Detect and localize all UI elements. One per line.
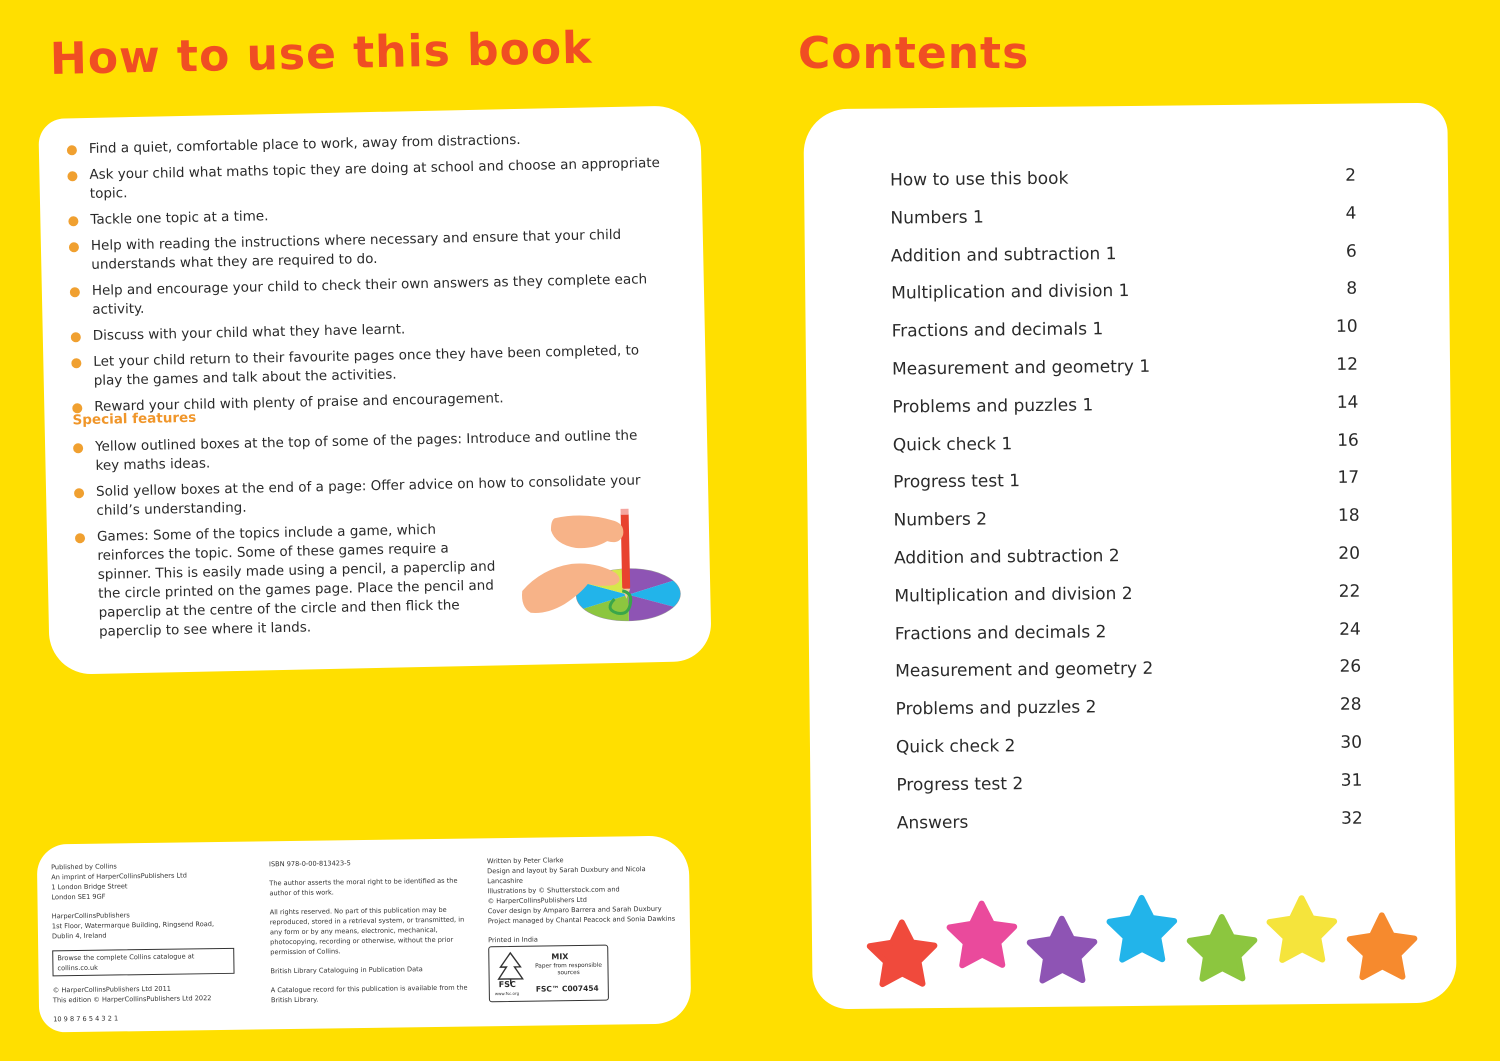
entry-page: 26 xyxy=(1339,656,1362,678)
tip-item: Help and encourage your child to check their own answers as they complete each activity. xyxy=(70,270,671,321)
contents-entry[interactable] xyxy=(892,355,1358,398)
tip-item: Reward your child with plenty of praise and encouragement. xyxy=(72,386,672,418)
tip-item: Find a quiet, comfortable place to work, away from distractions. xyxy=(67,128,667,160)
entry-page: 16 xyxy=(1337,430,1359,451)
contents-entry[interactable] xyxy=(891,241,1357,284)
entry-page: 8 xyxy=(1346,278,1358,300)
bullet-dot-icon xyxy=(68,216,78,226)
entry-page: 22 xyxy=(1338,581,1361,602)
entry-label: Addition and subtraction 2 xyxy=(893,546,1120,569)
contents-entry[interactable] xyxy=(892,317,1358,360)
star-icon xyxy=(1029,918,1094,980)
entry-label: Multiplication and division 1 xyxy=(891,281,1130,304)
star-icon xyxy=(870,922,935,984)
tip-item: Discuss with your child what they have learnt. xyxy=(71,315,671,347)
feature-item: Solid yellow boxes at the end of a page: Offer advice on how to consolidate your child’s understanding. xyxy=(74,471,665,521)
bullet-dot-icon xyxy=(67,145,77,155)
contents-panel xyxy=(803,103,1456,1010)
tip-item: Help with reading the instructions where necessary and ensure that your child understands what they are required to do. xyxy=(69,225,670,276)
feature-item: Yellow outlined boxes at the top of some of the pages: Introduce and outline the key maths ideas. xyxy=(73,426,664,476)
entry-label: Numbers 2 xyxy=(893,509,988,531)
contents-entry[interactable] xyxy=(891,279,1357,322)
bullet-dot-icon xyxy=(67,171,77,181)
entry-page: 28 xyxy=(1339,694,1362,715)
star-row xyxy=(862,887,1423,993)
contents-entry[interactable] xyxy=(892,392,1358,435)
entry-page: 4 xyxy=(1345,203,1357,224)
entry-page: 17 xyxy=(1337,467,1360,489)
contents-entry[interactable] xyxy=(895,657,1361,700)
entry-label: Answers xyxy=(896,812,969,834)
bullet-dot-icon xyxy=(71,358,81,368)
star-icon xyxy=(949,903,1014,965)
entry-label: Problems and puzzles 2 xyxy=(895,697,1097,720)
contents-entry[interactable] xyxy=(897,808,1363,851)
catalogue-link-box: Browse the complete Collins catalogue at collins.co.uk xyxy=(52,948,234,977)
imprint-panel xyxy=(37,835,692,1032)
star-icon xyxy=(1189,917,1254,979)
tips-list xyxy=(67,128,673,425)
bullet-dot-icon xyxy=(75,533,85,543)
contents-list xyxy=(890,166,1363,851)
contents-entry[interactable] xyxy=(896,770,1362,813)
entry-label: Quick check 2 xyxy=(895,736,1016,758)
fsc-mix: MIX xyxy=(551,952,569,962)
entry-page: 18 xyxy=(1337,505,1360,526)
star-icon xyxy=(1269,898,1334,960)
contents-entry[interactable] xyxy=(894,544,1360,587)
entry-label: Quick check 1 xyxy=(892,433,1013,456)
bullet-dot-icon xyxy=(70,287,80,297)
star-icon xyxy=(1349,915,1414,977)
how-to-use-title: How to use this book xyxy=(49,22,593,85)
imprint-publisher-column: Published by Collins An imprint of HarperCollinsPublishers Ltd 1 London Bridge Street London SE1 9GF HarperCollinsPublishers 1st Floor, Watermarque Building, Ringsend Road, Dublin 4, Ireland Browse the complete Collins catalogue at collins.co.uk © HarperCollinsPublishers Ltd 2011 This edition © HarperCollinsPublishers Ltd 2022 10 9 8 7 6 5 4 3 2 1 xyxy=(51,860,243,1034)
spinner-illustration xyxy=(517,506,690,640)
entry-page: 6 xyxy=(1345,241,1357,262)
entry-label: Fractions and decimals 2 xyxy=(894,621,1107,645)
bullet-dot-icon xyxy=(74,488,84,498)
fsc-brand: FSC xyxy=(498,979,516,990)
entry-page: 12 xyxy=(1336,354,1359,375)
entry-page: 10 xyxy=(1335,316,1358,338)
entry-page: 31 xyxy=(1340,770,1363,791)
hand-upper-icon xyxy=(551,515,624,549)
contents-entry[interactable] xyxy=(894,506,1360,549)
entry-label: Progress test 2 xyxy=(896,773,1024,796)
entry-label: Progress test 1 xyxy=(893,471,1021,493)
imprint-credits-column: Written by Peter Clarke Design and layout by Sarah Duxbury and Nicola Lancashire Illustrations by © Shutterstock.com and © HarperCollinsPublishers Ltd Cover design by Amparo Barrera and Sarah Duxbury Project managed by Chantal Peacock and Sonia Dawkins Printed in India xyxy=(486,856,676,945)
fsc-logo xyxy=(488,945,609,1003)
entry-label: Addition and subtraction 1 xyxy=(890,243,1117,267)
contents-entry[interactable] xyxy=(896,733,1362,776)
special-features-heading: Special features xyxy=(72,409,197,429)
contents-entry[interactable] xyxy=(895,619,1361,662)
contents-entry[interactable] xyxy=(895,695,1361,738)
entry-page: 32 xyxy=(1341,808,1363,829)
entry-page: 14 xyxy=(1336,392,1359,413)
tip-item: Let your child return to their favourite pages once they have been completed, to play the games and talk about the activities. xyxy=(71,341,672,392)
entry-label: Fractions and decimals 1 xyxy=(891,319,1104,342)
feature-item: Games: Some of the topics include a game, which reinforces the topic. Some of these games require a spinner. This is easily made using a pencil, a paperclip and the circle printed on the games page. Place the pencil and paperclip at the centre of the circle and then flick the paperclip to see where it lands. xyxy=(75,520,497,643)
entry-page: 2 xyxy=(1345,165,1357,186)
entry-page: 30 xyxy=(1340,732,1363,753)
fsc-code: FSC™ C007454 xyxy=(535,983,599,994)
contents-entry[interactable] xyxy=(894,581,1360,624)
tip-item: Tackle one topic at a time. xyxy=(68,199,668,231)
tip-item: Ask your child what maths topic they are doing at school and choose an appropriate topic. xyxy=(67,154,668,205)
entry-label: Problems and puzzles 1 xyxy=(892,395,1094,418)
entry-label: Measurement and geometry 1 xyxy=(891,356,1151,380)
entry-label: Multiplication and division 2 xyxy=(894,583,1133,607)
contents-title: Contents xyxy=(798,28,1030,79)
imprint-rights-column: ISBN 978-0-00-813423-5 The author asserts the moral right to be identified as the author of this work. All rights reserved. No part of this publication may be reproduced, stored in a retrieval system, or transmitted, in any form or by any means, electronic, mechanical, photocopying, recording or otherwise, without the prior permission of Collins. British Library Cataloguing in Publication Data A Catalogue record for this publication is available from the British Library. xyxy=(268,859,468,1005)
contents-entry[interactable] xyxy=(893,430,1359,473)
entry-label: Measurement and geometry 2 xyxy=(895,659,1154,682)
print-line: 10 9 8 7 6 5 4 3 2 1 xyxy=(53,1014,119,1024)
entry-label: Numbers 1 xyxy=(890,207,984,229)
star-icon xyxy=(1109,898,1174,960)
fsc-url: www.fsc.org xyxy=(494,990,520,997)
bullet-dot-icon xyxy=(73,443,83,453)
entry-label: How to use this book xyxy=(889,168,1069,191)
how-to-use-panel xyxy=(38,105,711,675)
fsc-paper: Paper from responsible sources xyxy=(535,962,602,977)
contents-entry[interactable] xyxy=(893,468,1359,511)
bullet-dot-icon xyxy=(71,332,81,342)
contents-entry[interactable] xyxy=(890,203,1356,246)
bullet-dot-icon xyxy=(69,242,79,252)
contents-entry[interactable] xyxy=(890,166,1356,209)
entry-page: 20 xyxy=(1338,543,1361,564)
entry-page: 24 xyxy=(1339,619,1361,640)
